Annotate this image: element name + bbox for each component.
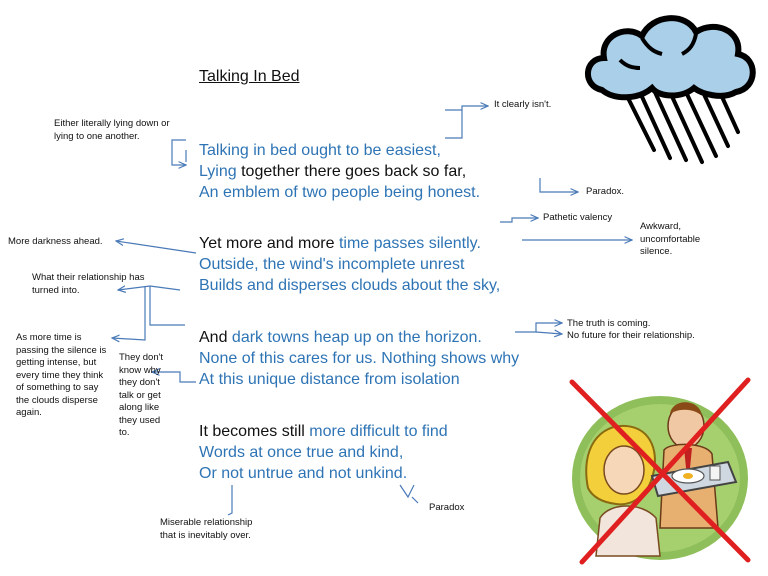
- arrow-literally-lying: [172, 140, 186, 165]
- arrow-clearly-isnt: [462, 106, 488, 110]
- line-text: Yet more and more: [199, 235, 339, 252]
- stanza-1: [199, 140, 480, 203]
- line-text: Or not untrue and not unkind.: [199, 465, 408, 482]
- stanza-4: [199, 421, 448, 484]
- line-text: None of this cares for us. Nothing shows why: [199, 350, 520, 367]
- note-awkward: Awkward, uncomfortable silence.: [640, 221, 701, 257]
- note-no-future: No future for their relationship.: [567, 330, 695, 341]
- poem-line: [199, 463, 448, 484]
- poem-line: [199, 140, 480, 161]
- line-text: At this unique distance from isolation: [199, 371, 460, 388]
- note-truth-coming: The truth is coming.: [567, 318, 651, 329]
- line-text: It becomes still: [199, 423, 310, 440]
- arrow-truth-coming: [515, 323, 562, 332]
- line-text: Talking in bed ought to be easiest,: [199, 142, 441, 159]
- note-pathetic-valency: Pathetic valency: [543, 212, 613, 223]
- line-text: Lying: [199, 163, 237, 180]
- note-they-dont-know: They don't know why they don't talk or get along like they used to.: [119, 352, 164, 438]
- rain-cloud-icon: [582, 8, 762, 168]
- line-text: dark towns heap up on the horizon.: [231, 329, 482, 346]
- red-x-cross-icon: [560, 372, 760, 572]
- line-text: Words at once true and kind,: [199, 444, 404, 461]
- note-literally-lying: Either literally lying down or lying to one another.: [54, 118, 170, 142]
- line-text: more difficult to find: [309, 423, 448, 440]
- poem-line: [199, 327, 519, 348]
- bracket-clearly-isnt: [445, 110, 462, 138]
- note-relationship-turned: What their relationship has turned into.: [32, 272, 145, 296]
- note-paradox-1: Paradox.: [586, 186, 625, 197]
- stanza-2: [199, 233, 500, 296]
- bracket-relationship: [150, 286, 185, 325]
- poem-line: [199, 369, 519, 390]
- line-text: time passes silently.: [338, 235, 481, 252]
- connector-paradox-2: [412, 497, 418, 503]
- poem-line: [199, 182, 480, 203]
- line-text: An emblem of two people being honest.: [199, 184, 481, 201]
- line-text: And: [199, 329, 232, 346]
- poem-line: [199, 161, 480, 182]
- arrow-miserable: [228, 485, 232, 515]
- arrow-more-darkness: [116, 241, 196, 253]
- arrow-pathetic-valency: [500, 218, 538, 222]
- poem-line: [199, 254, 500, 275]
- line-text: Builds and disperses clouds about the sky,: [199, 277, 501, 294]
- poem-line: [199, 233, 500, 254]
- arrow-paradox-1: [540, 178, 578, 192]
- bracket-paradox-2: [400, 485, 414, 497]
- poem-line: [199, 348, 519, 369]
- note-paradox-2: Paradox: [429, 502, 465, 513]
- line-text: Outside, the wind's incomplete unrest: [199, 256, 465, 273]
- note-clearly-isnt: It clearly isn't.: [494, 99, 552, 110]
- line-text: together there goes back so far,: [236, 163, 467, 180]
- arrow-no-future: [536, 332, 562, 334]
- note-miserable: Miserable relationship that is inevitably over.: [160, 517, 253, 541]
- note-more-darkness: More darkness ahead.: [8, 236, 103, 247]
- poem-line: [199, 421, 448, 442]
- stanza-3: [199, 327, 519, 390]
- poem-line: [199, 442, 448, 463]
- note-more-time: As more time is passing the silence is getting intense, but every time they think of something to say the clouds disperse again.: [16, 332, 107, 418]
- poem-line: [199, 275, 500, 296]
- poem-title: Talking In Bed: [199, 68, 300, 85]
